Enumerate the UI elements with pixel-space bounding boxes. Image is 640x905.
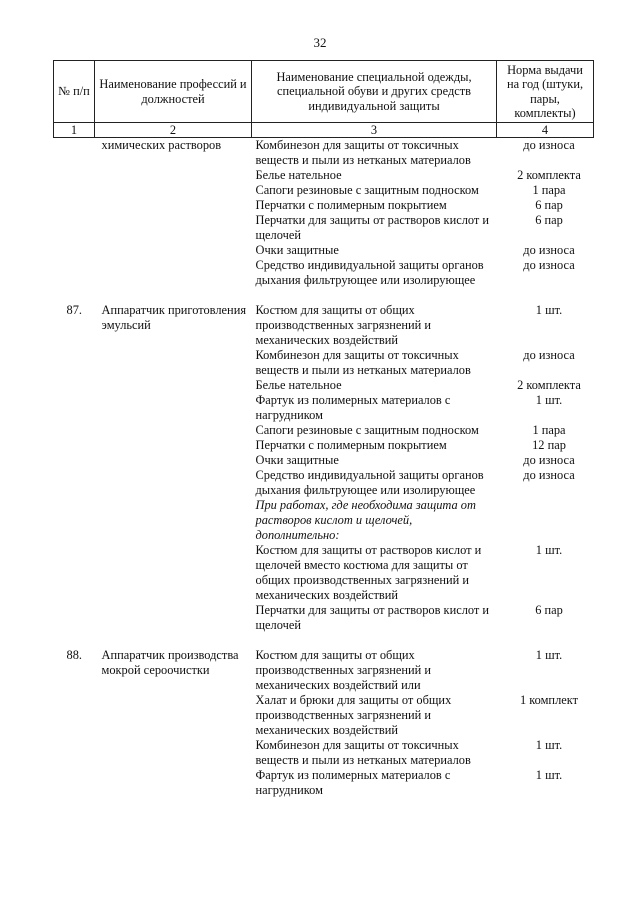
equipment-item [256,243,594,258]
profession-name: Аппаратчик приготовления эмульсий [101,303,247,332]
equipment-name: Фартук из полимерных материалов с нагрудником [255,393,451,422]
equipment-item [256,303,594,348]
equipment-name: Фартук из полимерных материалов с нагрудником [255,768,451,797]
issue-norm: до износа [523,258,575,272]
equipment-item [256,348,594,378]
issue-norm: 6 пар [535,213,563,227]
equipment-item [256,498,594,543]
equipment-item [256,183,594,198]
equipment-item [256,378,594,393]
issue-norm: 1 шт. [535,393,563,407]
equipment-name: Костюм для защиты от общих производственных загрязнений и механических воздействий или [255,648,432,692]
issue-norm: 1 пара [532,183,566,197]
row-number [54,138,95,289]
header-index-2: 2 [95,123,252,138]
issue-norm: 1 шт. [535,303,563,317]
equipment-name: Костюм для защиты от общих производственных загрязнений и механических воздействий [255,303,432,347]
table-row [54,303,594,633]
equipment-item [256,468,594,498]
header-number: № п/п [54,61,95,123]
issue-norm: до износа [523,348,575,362]
equipment-name: Белье нательное [255,168,342,182]
page-number: 32 [313,35,327,50]
profession-name: химических растворов [101,138,222,152]
issue-norm [501,498,598,543]
issue-norm: 1 комплект [519,693,579,707]
equipment-name: Сапоги резиновые с защитным подноском [255,183,479,197]
norms-table [53,60,594,798]
issue-norm: до износа [523,453,575,467]
header-norm: Норма выдачи на год (штуки, пары, комплекты) [497,61,594,123]
equipment-list [252,138,594,289]
issue-norm: 1 шт. [535,543,563,557]
issue-norm: до износа [523,468,575,482]
profession-name: Аппаратчик производства мокрой сероочистки [101,648,239,677]
equipment-name: Перчатки для защиты от растворов кислот и щелочей [255,603,490,632]
issue-norm: 2 комплекта [517,168,581,182]
row-number: 87. [66,303,82,317]
equipment-name: Белье нательное [255,378,342,392]
issue-norm: до износа [523,138,575,152]
equipment-item [256,768,594,798]
header-index-3: 3 [252,123,497,138]
equipment-name: Комбинезон для защиты от токсичных веществ и пыли из нетканых материалов [255,138,471,167]
equipment-list [252,648,594,798]
issue-norm: 1 шт. [535,738,563,752]
issue-norm: 1 пара [532,423,566,437]
header-index-1: 1 [54,123,95,138]
equipment-item [256,453,594,468]
equipment-name: Комбинезон для защиты от токсичных веществ и пыли из нетканых материалов [255,348,471,377]
equipment-item [256,648,594,693]
equipment-note: При работах, где необходима защита от растворов кислот и щелочей, дополнительно: [255,498,476,542]
equipment-item [256,438,594,453]
issue-norm: 12 пар [532,438,566,452]
issue-norm: 1 шт. [535,768,563,782]
equipment-name: Очки защитные [255,453,339,467]
equipment-item [256,198,594,213]
equipment-item [256,603,594,633]
table-body [54,138,594,799]
equipment-name: Очки защитные [255,243,339,257]
equipment-name: Перчатки с полимерным покрытием [255,438,447,452]
equipment-list [252,303,594,633]
equipment-item [256,543,594,603]
equipment-item [256,738,594,768]
header-profession: Наименование профессий и должностей [95,61,252,123]
row-number: 88. [66,648,82,662]
equipment-name: Средство индивидуальной защиты органов дыхания фильтрующее или изолирующее [255,468,484,497]
equipment-item [256,168,594,183]
issue-norm: 1 шт. [535,648,563,662]
equipment-item [256,393,594,423]
header-index-4: 4 [497,123,594,138]
issue-norm: 6 пар [535,603,563,617]
equipment-name: Костюм для защиты от растворов кислот и щелочей вместо костюма для защиты от общих производственных загрязнений и механических воздействий [255,543,482,602]
equipment-item [256,138,594,168]
table-row [54,138,594,289]
table-row [54,648,594,798]
row-spacer [54,633,594,648]
equipment-item [256,258,594,288]
header-equipment: Наименование специальной одежды, специальной обуви и других средств индивидуальной защиты [252,61,497,123]
equipment-name: Перчатки с полимерным покрытием [255,198,447,212]
equipment-name: Халат и брюки для защиты от общих производственных загрязнений и механических воздействий [255,693,452,737]
issue-norm: до износа [523,243,575,257]
equipment-item [256,693,594,738]
equipment-name: Комбинезон для защиты от токсичных веществ и пыли из нетканых материалов [255,738,471,767]
row-spacer [54,288,594,303]
equipment-name: Сапоги резиновые с защитным подноском [255,423,479,437]
issue-norm: 6 пар [535,198,563,212]
issue-norm: 2 комплекта [517,378,581,392]
equipment-item [256,213,594,243]
table-header [54,61,594,138]
equipment-name: Перчатки для защиты от растворов кислот и щелочей [255,213,490,242]
equipment-name: Средство индивидуальной защиты органов дыхания фильтрующее или изолирующее [255,258,484,287]
equipment-item [256,423,594,438]
